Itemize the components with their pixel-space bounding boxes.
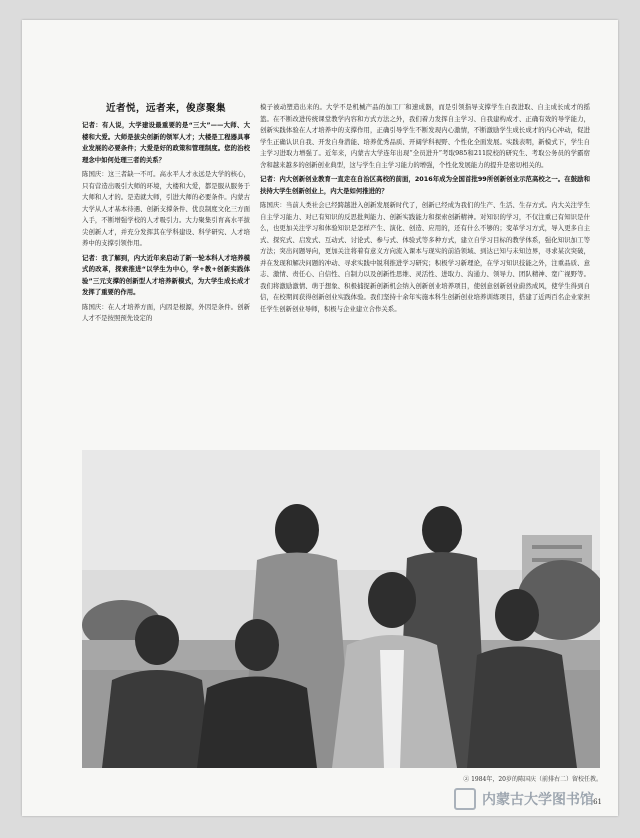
answer-paragraph: 模子被动塑造出来的。大学不是机械产品的加工厂和速成器，而是引领指导支撑学生自我进取、自主成长成才的摇篮。在不断改进传统课堂教学内容和方式方法之外，我们着力发挥自主学习、自我建构成才、正确有效的导学能力，创新实践体验在人才培养中的支撑作用，正确引导学生不断发现内心激情，不断激励学生成长成才的内心冲动，促进学生正确认识自我、开发自身潜能、培养优秀品质、开阔学科视野、个性化全面发展。实践表明，新模式下，学生自主学习进取力增强了。近年来，内蒙古大学连年出现“全员进升”考取985和211院校的研究生、考取公务员的学霸宿舍和越来越多的创新创业典型，这与学生自主学习能力的增强，个性化发展能力的提升是密切相关的。 <box>260 103 590 169</box>
right-column <box>260 102 590 318</box>
photo-caption: ② 1984年，20岁的陈国庆（前排右二）留校任教。 <box>463 776 602 783</box>
answer-paragraph: 陈国庆：这三者缺一不可。高水平人才永远是大学的核心，只有营造出吸引大师的环境，大楼和大爱，都是服从服务于大师和人才的。是造就大师，引进大师的必要条件。内蒙古大学从人才基本待遇、创新支撑条件、优良制度文化三方面入手，不断增强学校的人才吸引力。大力聚集引育高水平拔尖创新人才，并充分发挥其在学科建设、科学研究、人才培养中的支撑引领作用。 <box>82 170 250 247</box>
left-column <box>82 100 250 328</box>
section-headline: 近者悦，远者来，俊彦聚集 <box>105 103 226 114</box>
interviewer-question: 记者：我了解到，内大近年来启动了新一轮本科人才培养模式的改革，探索推进“以学生为中心，学+教+创新实践体验”三元支撑的创新型人才培养新模式，为大学生成长成才发挥了重要的作用。 <box>82 253 250 296</box>
interviewer-question: 记者：有人说，大学建设最重要的是“三大”——大师、大楼和大爱。大师是拔尖创新的领军人才；大楼是工程器具事业发展的必要条件；大爱是好的政策和管理制度。您的治校理念中如何处理三者的关系？ <box>82 121 250 164</box>
library-watermark <box>454 786 594 812</box>
page-number: 61 <box>593 798 602 806</box>
magazine-page <box>22 20 618 816</box>
library-logo-icon <box>454 788 476 810</box>
interviewer-question: 记者：内大创新创业教育一直走在自治区高校的前面，2016年成为全国首批99所创新创业示范高校之一。在鼓励和扶持大学生创新创业上，内大是如何推进的？ <box>260 175 590 195</box>
group-photo <box>82 450 600 768</box>
answer-paragraph: 陈国庆：当前人类社会已经跨越进入创新发展新时代了，创新已经成为我们的生产、生活、生存方式。内大关注学生自主学习能力、对已有知识的反思批判能力、创新实践能力和探索创新精神。对知识的学习，不仅注重已有知识是什么，也更加关注学习和体验知识是怎样产生、演化、创造、应用的，还有什么不够的；变革学习方式，导入更多自主式、探究式、启发式、互动式、讨论式、参与式、体验式等多种方式，建立自学习目标的教学体系，强化知识加工等方法；突出问题导向，更加关注将着有意义方向流入课本与现实的前沿领域、到达已知与未知边界，寻求某次突破，并在发现和解决问题的冲动、寻求实践中锐利推进学习研究；积极学习新理论，在学习知识技能之外，注重品质、意志、激情、责任心、自信性、自制力以及创新性思维、灵活性、进取力、沟通力、领导力、团队精神、宽广视野等。我们将激励激情、萌于想象、积极捕捉新创新机会纳入创新创业培养项目，使创意创新创业蔚然成风，使学生得到自信，在校期间获得创新创业实践体验。我们坚持十余年实施本科生创新创业培养训练项目，搭建了近两百名企业家担任学生创新创业导师，积极与企业建立合作关系。 <box>260 201 590 313</box>
answer-paragraph: 陈国庆：在人才培养方面，内因是根源，外因是条件。创新人才不是按照预先设定的 <box>82 302 250 322</box>
watermark-text: 内蒙古大学图书馆 <box>482 792 594 808</box>
